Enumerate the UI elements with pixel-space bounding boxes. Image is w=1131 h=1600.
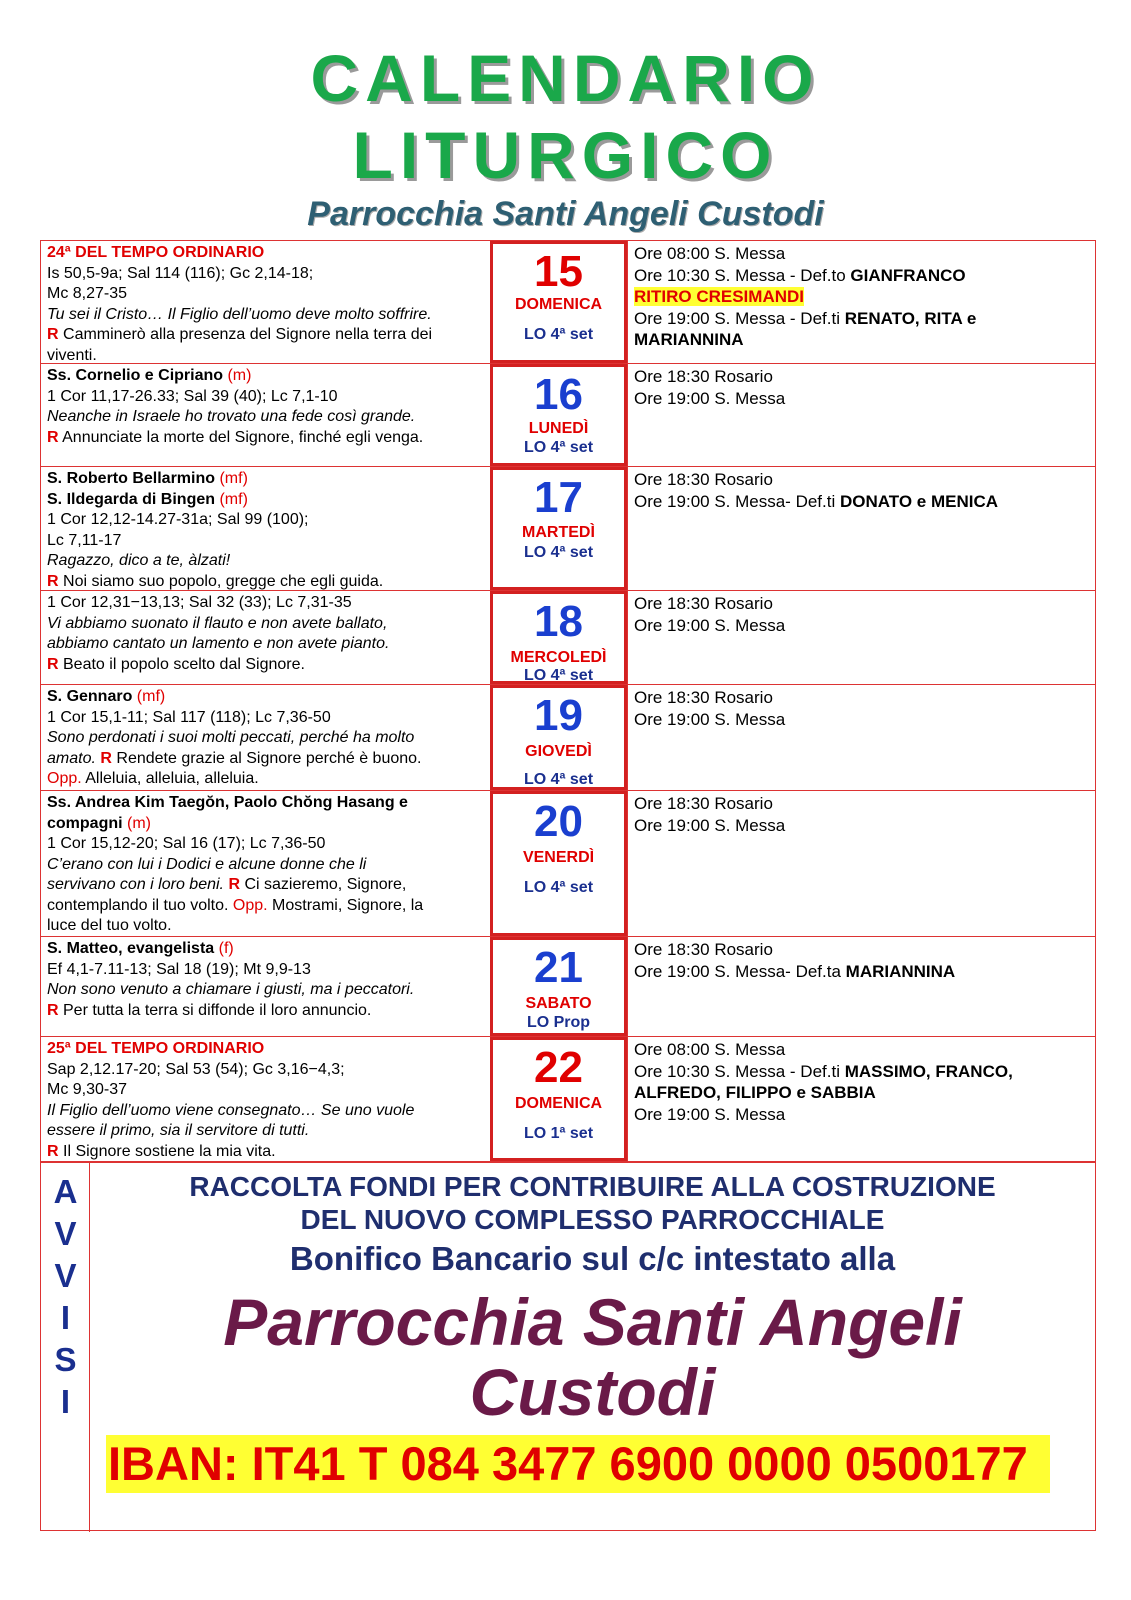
celebration-title: 24ª DEL TEMPO ORDINARIO [47,244,265,261]
schedule-cell [627,591,1095,684]
day-row-22 [41,1037,1095,1162]
schedule-cell [627,241,1095,363]
alternative-response: Opp. Alleluia, alleluia, alleluia. [47,770,259,787]
title-line-1: CALENDARIO [310,41,821,115]
liturgy-of-hours: LO 4ª set [523,667,594,684]
gospel-quote: Il Figlio dell’uomo viene consegnato… Se uno vuole [47,1101,415,1119]
liturgy-of-hours: LO Prop [526,1014,591,1031]
bank-transfer-line: Bonifico Bancario sul c/c intestato alla [289,1240,896,1277]
celebration-title: S. Matteo, evangelista (f) [47,940,234,957]
day-number: 16 [534,370,583,419]
schedule-line: Ore 08:00 S. Messa [634,1040,786,1059]
schedule-cell [627,467,1095,590]
date-cell [490,364,627,466]
reading-refs: Is 50,5-9a; Sal 114 (116); Gc 2,14-18; [47,264,314,282]
fundraising-line-1: RACCOLTA FONDI PER CONTRIBUIRE ALLA COSTRUZIONE [189,1171,996,1202]
readings-cell [41,1037,490,1161]
celebration-title: S. Gennaro (mf) [47,688,166,705]
notices-letter: I [60,1299,71,1336]
schedule-cell [627,364,1095,466]
schedule-line: Ore 18:30 Rosario [634,367,773,386]
fundraising-line-2: DEL NUOVO COMPLESSO PARROCCHIALE [300,1204,885,1235]
reading-refs: 1 Cor 15,12-20; Sal 16 (17); Lc 7,36-50 [47,835,326,852]
date-cell [490,1037,627,1161]
celebration-title: 25ª DEL TEMPO ORDINARIO [47,1040,265,1057]
psalm-response: R Per tutta la terra si diffonde il loro annuncio. [47,1001,372,1019]
schedule-line: Ore 19:00 S. Messa [634,709,786,729]
weekday: MERCOLEDÌ [510,649,607,666]
readings-cell [41,241,490,363]
psalm-response: amato. R Rendete grazie al Signore perché è buono. [47,749,422,767]
notices-label-column [41,1163,90,1532]
schedule-cell [627,937,1095,1036]
day-number: 19 [534,691,583,740]
liturgy-of-hours: LO 4ª set [523,771,594,788]
schedule-line: Ore 19:00 S. Messa [634,815,786,835]
liturgy-of-hours: LO 1ª set [523,1125,594,1142]
psalm-response-cont: viventi. [47,346,97,364]
reading-refs: Mc 8,27-35 [47,285,128,302]
gospel-quote: C’erano con lui i Dodici e alcune donne che li [47,855,367,873]
day-row-15 [41,241,1095,364]
schedule-line: Ore 08:00 S. Messa [634,244,786,263]
gospel-quote: Neanche in Israele ho trovato una fede così grande. [47,408,416,425]
day-row-19 [41,685,1095,791]
schedule-line: Ore 19:00 S. Messa - Def.ti RENATO, RITA e [634,308,977,328]
schedule-line: Ore 18:30 Rosario [634,688,773,707]
alternative-response-cont: luce del tuo volto. [47,917,172,934]
schedule-line: Ore 19:00 S. Messa [634,388,786,408]
weekday: DOMENICA [514,296,603,313]
date-cell [490,467,627,590]
notices-letter: V [54,1215,77,1252]
notices-letter: A [53,1173,78,1210]
schedule-line [634,286,1089,308]
day-number: 21 [534,943,583,992]
celebration-title: compagni (m) [47,814,151,832]
reading-refs: 1 Cor 12,31−13,13; Sal 32 (33); Lc 7,31-35 [47,594,352,611]
notices-section [41,1162,1095,1532]
schedule-line: Ore 19:00 S. Messa- Def.ti DONATO e MENICA [634,491,999,511]
day-row-18 [41,591,1095,685]
liturgy-of-hours: LO 4ª set [523,326,594,343]
response-mark: R [47,326,59,343]
date-cell [490,791,627,936]
schedule-line: Ore 18:30 Rosario [634,794,773,813]
notices-content [90,1163,1095,1532]
day-number: 15 [534,247,583,296]
schedule-line: Ore 18:30 Rosario [634,594,773,613]
gospel-quote: Vi abbiamo suonato il flauto e non avete ballato, [47,614,388,632]
date-cell [490,591,627,684]
readings-cell [41,467,490,590]
liturgy-of-hours: LO 4ª set [523,544,594,561]
gospel-quote: Non sono venuto a chiamare i giusti, ma i peccatori. [47,981,415,998]
notices-letter: I [60,1383,71,1420]
date-cell [490,685,627,790]
weekday: SABATO [525,995,592,1012]
gospel-quote: Ragazzo, dico a te, àlzati! [47,552,231,569]
gospel-quote: Tu sei il Cristo… Il Figlio dell’uomo deve molto soffrire. [47,305,432,323]
psalm-response: servivano con i loro beni. R Ci sazieremo, Signore, [47,876,407,893]
day-row-21 [41,937,1095,1037]
psalm-response: R Annunciate la morte del Signore, finché egli venga. [47,428,424,446]
celebration-title: S. Ildegarda di Bingen (mf) [47,490,248,508]
date-cell [490,241,627,363]
date-cell [490,937,627,1036]
schedule-line: Ore 19:00 S. Messa [634,615,786,635]
reading-refs: Lc 7,11-17 [47,531,122,549]
parish-name-line-1: Parrocchia Santi Angeli [223,1285,962,1359]
celebration-title: S. Roberto Bellarmino (mf) [47,470,248,487]
reading-refs: 1 Cor 15,1-11; Sal 117 (118); Lc 7,36-50 [47,708,331,726]
readings-cell [41,937,490,1036]
notices-letter: V [54,1257,77,1294]
schedule-line: Ore 10:30 S. Messa - Def.to GIANFRANCO [634,265,966,285]
reading-refs: Ef 4,1-7.11-13; Sal 18 (19); Mt 9,9-13 [47,960,311,978]
title-line-2: LITURGICO [352,118,779,192]
reading-refs: Sap 2,12.17-20; Sal 53 (54); Gc 3,16−4,3; [47,1060,345,1078]
gospel-quote: abbiamo cantato un lamento e non avete pianto. [47,635,390,652]
day-number: 20 [534,797,583,846]
iban-banner: IBAN: IT41 T 084 3477 6900 0000 0500177 [106,1435,1050,1493]
celebration-title: Ss. Andrea Kim Taegŏn, Paolo Chŏng Hasang e [47,794,408,811]
schedule-cell [627,791,1095,936]
weekday: GIOVEDÌ [525,743,592,760]
reading-refs: 1 Cor 11,17-26.33; Sal 39 (40); Lc 7,1-10 [47,387,338,405]
reading-refs: Mc 9,30-37 [47,1081,128,1098]
day-number: 22 [534,1043,583,1092]
schedule-line: MARIANNINA [634,330,744,349]
liturgy-of-hours: LO 4ª set [523,439,594,456]
schedule-line: ALFREDO, FILIPPO e SABBIA [634,1083,876,1102]
alternative-response: contemplando il tuo volto. Opp. Mostrami, Signore, la [47,896,424,914]
parish-name-line-2: Custodi [469,1355,716,1429]
psalm-response: R Beato il popolo scelto dal Signore. [47,655,305,673]
weekday: VENERDÌ [522,849,595,866]
gospel-quote: Sono perdonati i suoi molti peccati, perché ha molto [47,729,415,746]
liturgy-of-hours: LO 4ª set [523,879,594,896]
schedule-line: Ore 19:00 S. Messa [634,1104,786,1124]
parish-subtitle: Parrocchia Santi Angeli Custodi [307,195,824,233]
day-number: 18 [534,597,583,646]
schedule-line: Ore 18:30 Rosario [634,470,773,489]
calendar-table [40,240,1096,1531]
weekday: LUNEDÌ [528,420,589,437]
schedule-line: Ore 10:30 S. Messa - Def.ti MASSIMO, FRANCO, [634,1061,1013,1081]
schedule-cell [627,685,1095,790]
day-number: 17 [534,473,583,522]
highlighted-event: RITIRO CRESIMANDI [634,287,804,306]
day-row-17 [41,467,1095,591]
psalm-response: R Il Signore sostiene la mia vita. [47,1142,276,1160]
day-row-16 [41,364,1095,467]
readings-cell [41,591,490,684]
schedule-line: Ore 18:30 Rosario [634,940,773,959]
celebration-title: Ss. Cornelio e Cipriano (m) [47,367,252,384]
notices-letter: S [54,1341,77,1378]
day-row-20 [41,791,1095,937]
psalm-response: R Noi siamo suo popolo, gregge che egli guida. [47,572,384,590]
readings-cell [41,364,490,466]
readings-cell [41,791,490,936]
readings-cell [41,685,490,790]
weekday: DOMENICA [514,1095,603,1112]
reading-refs: 1 Cor 12,12-14.27-31a; Sal 99 (100); [47,511,309,528]
schedule-line: Ore 19:00 S. Messa- Def.ta MARIANNINA [634,961,956,981]
psalm-response: R Camminerò alla presenza del Signore nella terra dei [47,326,433,343]
schedule-cell [627,1037,1095,1161]
gospel-quote: essere il primo, sia il servitore di tutti. [47,1122,310,1139]
weekday: MARTEDÌ [522,524,595,541]
